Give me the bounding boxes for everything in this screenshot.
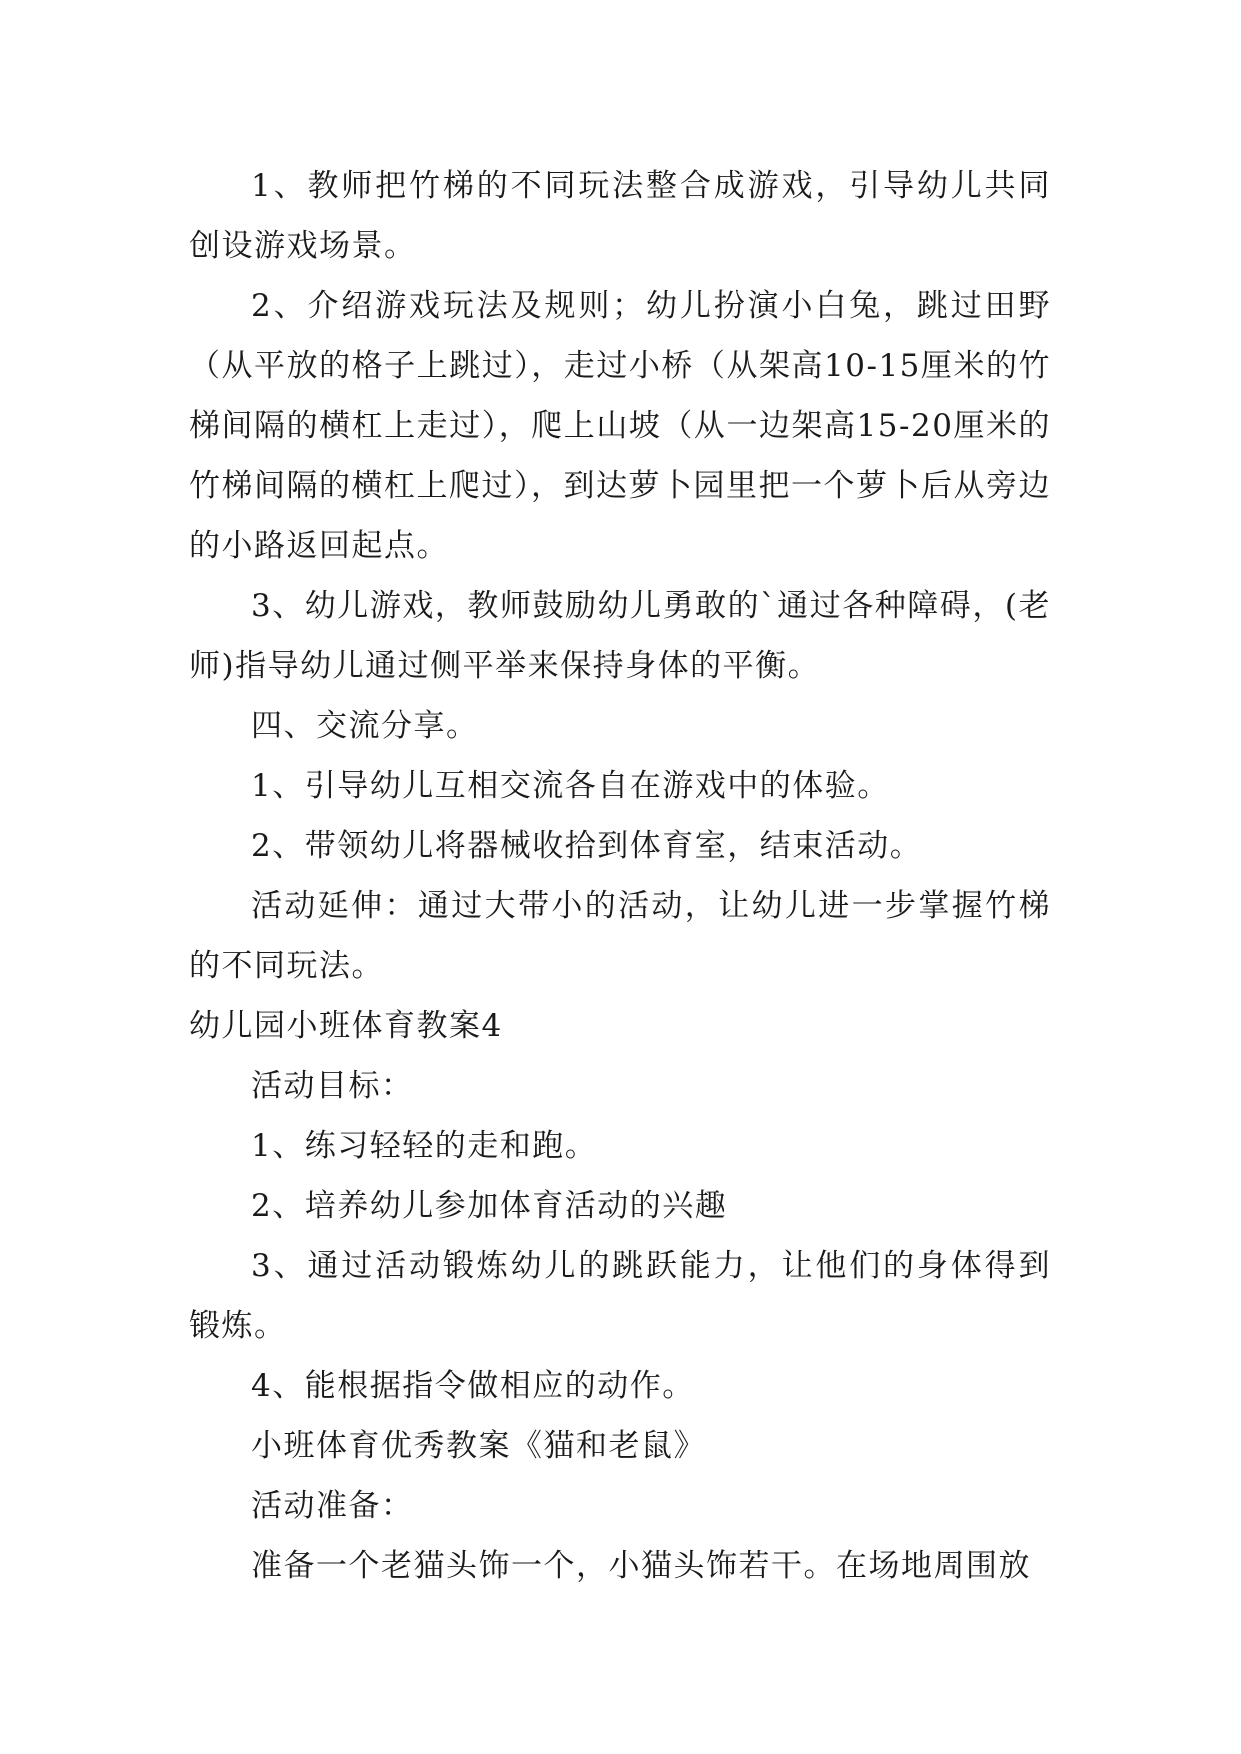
paragraph-step-2: 2、介绍游戏玩法及规则；幼儿扮演小白兔，跳过田野（从平放的格子上跳过），走过小桥（从架高10-15厘米的竹梯间隔的横杠上走过），爬上山坡（从一边架高15-20厘米的竹梯间隔的横杠上爬过），到达萝卜园里把一个萝卜后从旁边的小路返回起点。 xyxy=(189,288,1051,564)
section-heading-sharing: 四、交流分享。 xyxy=(251,708,479,744)
goal-2: 2、培养幼儿参加体育活动的兴趣 xyxy=(251,1188,728,1224)
goal-3: 3、通过活动锻炼幼儿的跳跃能力，让他们的身体得到锻炼。 xyxy=(189,1248,1051,1344)
document-body xyxy=(189,156,1051,1596)
preparation-text: 准备一个老猫头饰一个，小猫头饰若干。在场地周围放 xyxy=(251,1548,1031,1584)
goal-1: 1、练习轻轻的走和跑。 xyxy=(251,1128,598,1164)
lesson-subtitle: 小班体育优秀教案《猫和老鼠》 xyxy=(251,1428,706,1464)
goals-heading: 活动目标： xyxy=(251,1068,414,1104)
preparation-heading: 活动准备： xyxy=(251,1488,414,1524)
paragraph-extension: 活动延伸：通过大带小的活动，让幼儿进一步掌握竹梯的不同玩法。 xyxy=(189,888,1051,984)
paragraph-step-1: 1、教师把竹梯的不同玩法整合成游戏，引导幼儿共同创设游戏场景。 xyxy=(189,168,1051,264)
paragraph-sharing-2: 2、带领幼儿将器械收拾到体育室，结束活动。 xyxy=(251,828,923,864)
paragraph-sharing-1: 1、引导幼儿互相交流各自在游戏中的体验。 xyxy=(251,768,890,804)
lesson-title: 幼儿园小班体育教案4 xyxy=(189,1008,503,1044)
paragraph-step-3: 3、幼儿游戏，教师鼓励幼儿勇敢的`通过各种障碍，(老师)指导幼儿通过侧平举来保持身体的平衡。 xyxy=(189,588,1051,684)
goal-4: 4、能根据指令做相应的动作。 xyxy=(251,1368,695,1404)
